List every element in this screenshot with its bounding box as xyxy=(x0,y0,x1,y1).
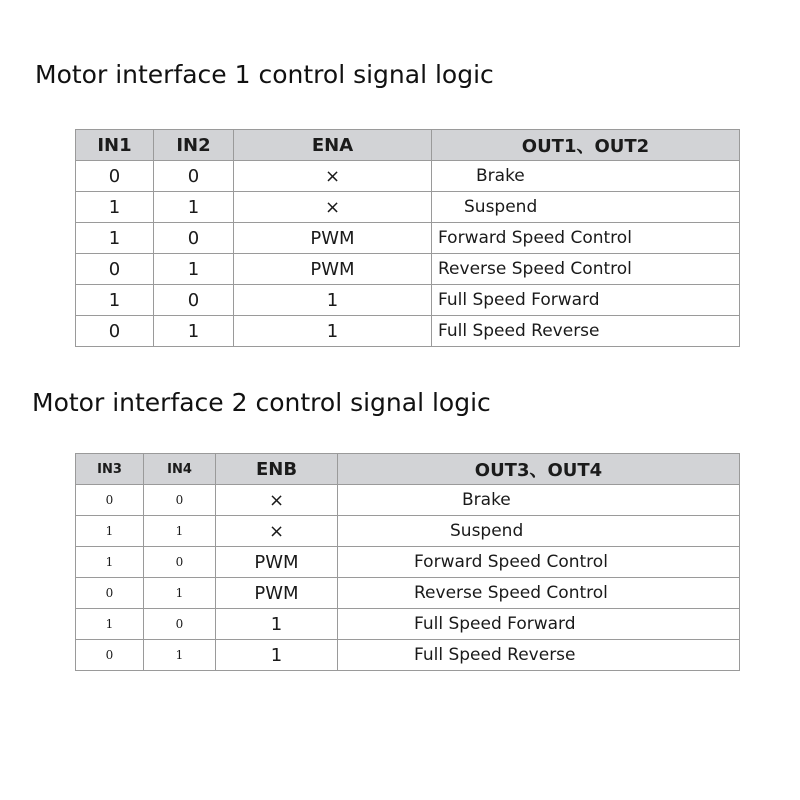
output-cell: Full Speed Reverse xyxy=(432,316,740,347)
output-cell: Brake xyxy=(338,485,740,516)
enb-cell: 1 xyxy=(216,609,338,640)
column-header-out1-out2: OUT1、OUT2 xyxy=(432,130,740,161)
table-header-row xyxy=(76,454,740,485)
column-header-in2: IN2 xyxy=(154,130,234,161)
table-row xyxy=(76,254,740,285)
in1-cell: 0 xyxy=(76,161,154,192)
in1-cell: 1 xyxy=(76,192,154,223)
ena-cell: 1 xyxy=(234,285,432,316)
in3-cell: 1 xyxy=(76,516,144,547)
column-header-out3-out4: OUT3、OUT4 xyxy=(338,454,740,485)
table-header-row xyxy=(76,130,740,161)
ena-cell: PWM xyxy=(234,254,432,285)
ena-cell: PWM xyxy=(234,223,432,254)
output-cell: Reverse Speed Control xyxy=(432,254,740,285)
output-cell: Full Speed Reverse xyxy=(338,640,740,671)
in4-cell: 0 xyxy=(144,485,216,516)
ena-cell: × xyxy=(234,192,432,223)
in4-cell: 1 xyxy=(144,640,216,671)
table-row xyxy=(76,640,740,671)
table-row xyxy=(76,316,740,347)
table-row xyxy=(76,609,740,640)
in1-cell: 1 xyxy=(76,223,154,254)
table-row xyxy=(76,223,740,254)
enb-cell: × xyxy=(216,485,338,516)
table-row xyxy=(76,485,740,516)
ena-cell: × xyxy=(234,161,432,192)
in1-cell: 0 xyxy=(76,254,154,285)
in2-cell: 1 xyxy=(154,192,234,223)
column-header-in1: IN1 xyxy=(76,130,154,161)
column-header-in3: IN3 xyxy=(76,454,144,485)
in3-cell: 0 xyxy=(76,578,144,609)
enb-cell: × xyxy=(216,516,338,547)
motor-interface-1-heading: Motor interface 1 control signal logic xyxy=(35,60,494,89)
in2-cell: 0 xyxy=(154,223,234,254)
in3-cell: 0 xyxy=(76,485,144,516)
in3-cell: 0 xyxy=(76,640,144,671)
output-cell: Full Speed Forward xyxy=(432,285,740,316)
column-header-in4: IN4 xyxy=(144,454,216,485)
in2-cell: 1 xyxy=(154,254,234,285)
in3-cell: 1 xyxy=(76,547,144,578)
table-row xyxy=(76,547,740,578)
motor-interface-2-logic-table xyxy=(75,453,740,671)
in2-cell: 0 xyxy=(154,285,234,316)
output-cell: Full Speed Forward xyxy=(338,609,740,640)
enb-cell: PWM xyxy=(216,547,338,578)
motor-interface-2-heading: Motor interface 2 control signal logic xyxy=(32,388,491,417)
output-cell: Suspend xyxy=(432,192,740,223)
in3-cell: 1 xyxy=(76,609,144,640)
output-cell: Suspend xyxy=(338,516,740,547)
in4-cell: 1 xyxy=(144,516,216,547)
enb-cell: PWM xyxy=(216,578,338,609)
table-row xyxy=(76,161,740,192)
output-cell: Brake xyxy=(432,161,740,192)
enb-cell: 1 xyxy=(216,640,338,671)
output-cell: Forward Speed Control xyxy=(338,547,740,578)
output-cell: Reverse Speed Control xyxy=(338,578,740,609)
in1-cell: 1 xyxy=(76,285,154,316)
in2-cell: 1 xyxy=(154,316,234,347)
in2-cell: 0 xyxy=(154,161,234,192)
ena-cell: 1 xyxy=(234,316,432,347)
in1-cell: 0 xyxy=(76,316,154,347)
motor-interface-1-logic-table xyxy=(75,129,740,347)
in4-cell: 0 xyxy=(144,609,216,640)
column-header-ena: ENA xyxy=(234,130,432,161)
in4-cell: 0 xyxy=(144,547,216,578)
table-row xyxy=(76,285,740,316)
table-row xyxy=(76,578,740,609)
table-row xyxy=(76,192,740,223)
in4-cell: 1 xyxy=(144,578,216,609)
output-cell: Forward Speed Control xyxy=(432,223,740,254)
column-header-enb: ENB xyxy=(216,454,338,485)
table-row xyxy=(76,516,740,547)
